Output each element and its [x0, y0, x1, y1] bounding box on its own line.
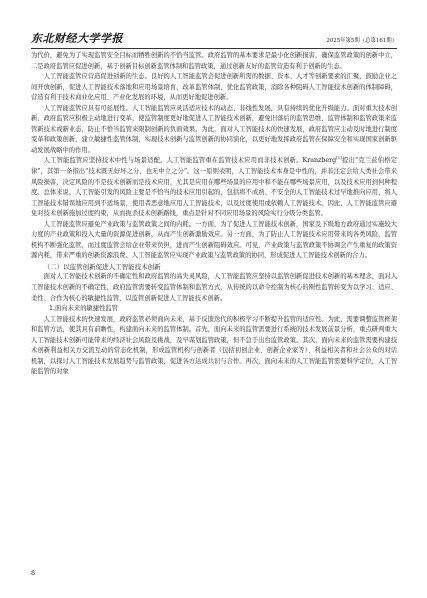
subsection-heading: 1.面向未来的敏捷性监管 — [49, 305, 118, 313]
paragraph: 人工智能技术的快速发展，政府监管必须面向未来，基于反馈迭代的积极学习不断提升监管的适应性。为此，需要调整监管框架和监管方法，使其具有前瞻性，构建面向未来的监管体制。首先，面向未来的监管需要进行系统的技术发展前景分析，重点研判重大人工智能技术创新可能带来的经济社会风险及挑战，及早谋划监管政策，但不急于出台监管政策。其次，面向未来的监管需要构建技术创新利益相关方交流互动的常态化机制，形成监管机构与创新者（包括初创企业、创新企业家等）、利益相关者和社会公众的对话机制，以探讨人工智能技术发展趋势与监管政策，促进各方达成共识与合作。再次，面向未来的人工智能监管需要科学定位，人工智能监管的对象 — [31, 315, 397, 376]
body-text — [31, 51, 397, 378]
section-heading: （二）以监管创新促进人工智能技术创新 — [43, 262, 161, 271]
paragraph: 为代价，避免为了实现监管安全目标而牺牲创新的不恰当监管。政府监管的基本要求是最小化创新损害，确保监管政策的创新中立，二是政府监管应促进创新，基于创新目标创新监管体制和监管政策，通过创新友好的监管营造有利于创新的生态。 — [31, 52, 397, 70]
issue-info: 2025年第5期（总第161期） — [326, 38, 397, 44]
header-rule — [31, 48, 397, 49]
paragraph: 面对人工智能技术创新的不确定性和政府监管的高失灵风险，人工智能监管应坚持以监管创新促进技术创新的基本理念，面对人工智能技术创新的不确定性，政府监管需要转变监管体制和监管方式，从传统的以命令控制为核心的刚性监管转变为以学习、适应、柔性、合作为核心的敏捷性监管，以监管创新促进人工智能技术创新。 — [31, 273, 397, 302]
citation-marker: [1] — [336, 155, 342, 161]
page-number: 8 — [31, 570, 36, 577]
running-header — [31, 31, 397, 45]
journal-name: 东北财经大学学报 — [31, 32, 123, 45]
paragraph: 人工智能监管应具有可延展性。人工智能监管应灵活适应技术的动态、非线性发展，具有持续的优化升级能力。面对重大技术创新，政府监管应积极主动地进行变革，使监管制度更好地促进人工智能技术创新，避免旧落后的监管思维、监管体制和监管政策来监管新技术或新业态，防止不恰当监管来限制创新的负面效果。为此，面对人工智能技术的快速发展，政府监管应主动及时地进行制度变革和政策创新，建立敏捷性监管体制，实现技术创新与监管创新的协同演化，以更好地发挥政府监管在保障安全和实现国家创新驱动发展战略中的作用。 — [31, 104, 397, 154]
paragraph: 人工智能监管应坚持技术中性与场景适配。人工智能监管重在监管技术应用而非技术创新。Kranzberg[1]提出“克兰兹伯格定律”，其第一条指出“技术既无好坏之分，也无中立之分”。这一原则表明，人工智能技术本身是中性的，并非注定会给人类社会带来风险损害，决定风险的不是技术创新而是技术应用，尤其是应用在哪些场景的应用中和不能在哪些场景应用，以及技术应用到何种程度。总体来说，人工智能引发的风险主要是不恰当的技术应用引起的，包括将不成熟、不安全的人工智能技术过早地推向应用，将人工智能技术错误地应用到不适场景，使用者恶意地应用人工智能技术，以及过度使用或依赖人工智能技术。因此，人工智能监管应避免对技术创新施加过度约束，从而扼杀技术创新路线，重点是针对不同应用场景的风险实行分级分类监管。 — [31, 155, 397, 218]
paragraph: 人工智能监管应营造促进创新的生态。良好的人工智能监管会促进创新所需的数据、资本、人才等创新要素的汇聚，鼓励企业之间开放创新，促进人工智能技术落地和应用场景培育，改革监管体制，优化监管政策，消除各种阻碍人工智能技术创新的体制障碍，营造有利于技术商业化应用、产业化发展的环境，从而更好地促进创新。 — [31, 73, 397, 102]
paragraph: 人工智能监管应避免产业政策与监管政策之间的内耗。一方面，为了促进人工智能技术创新，国家及下级地方政府通过实施较大力度的产业政策和投入大量的资源促进创新，从而产生创新激励效应。另一方面，为了防止人工智能技术应用带来的各类风险，监管机构不断强化监管，而过度监管会给企业带来负担，进而产生创新阻碍效应。可见，产业政策与监管政策不协调会产生重复的政策资源内耗，带来严重的创新资源浪费。人工智能监管应实现产业政策与监管政策的协同，形成促进人工智能技术创新的合力。 — [31, 220, 397, 260]
